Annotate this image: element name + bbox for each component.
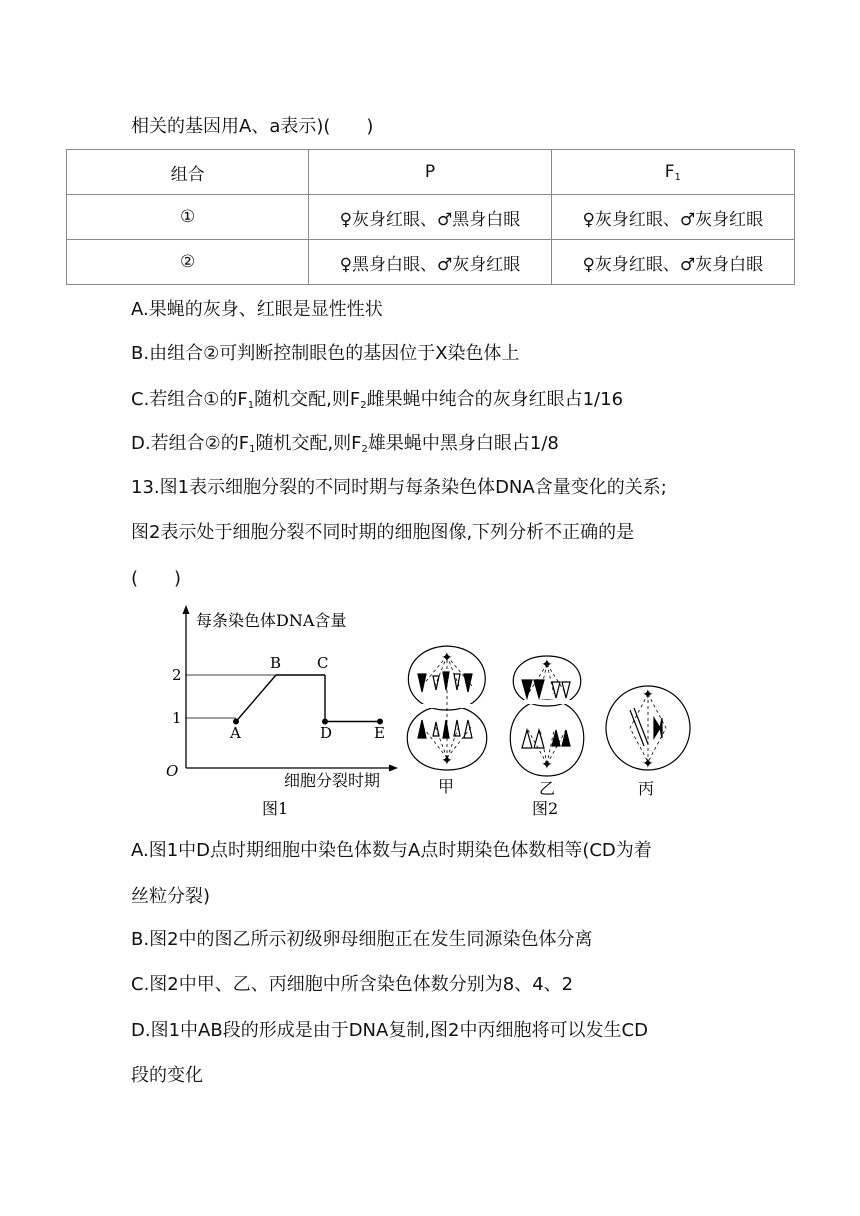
table-row bbox=[67, 195, 795, 240]
graph-y-label: 每条染色体DNA含量 bbox=[196, 611, 347, 630]
graph-segment bbox=[236, 675, 276, 722]
q12-option-a: A.果蝇的灰身、红眼是显性性状 bbox=[131, 299, 383, 320]
chromosome-icon bbox=[443, 720, 449, 738]
row-f1: ♀灰身红眼、♂灰身白眼 bbox=[551, 240, 794, 285]
chromosome-icon bbox=[534, 730, 544, 748]
fig1-caption: 图1 bbox=[262, 799, 289, 818]
centrosome-icon: ✦ bbox=[541, 757, 553, 773]
y-axis-arrow-icon bbox=[183, 605, 190, 614]
x-axis-arrow-icon bbox=[389, 765, 398, 772]
chromosome-icon bbox=[660, 718, 662, 738]
chromosome-icon bbox=[522, 730, 532, 748]
table-header-row bbox=[67, 150, 795, 195]
cell-label-bing: 丙 bbox=[638, 779, 655, 798]
row-parents: ♀灰身红眼、♂黑身白眼 bbox=[309, 195, 551, 240]
cell-label-yi: 乙 bbox=[539, 779, 556, 798]
chromosome-icon bbox=[522, 680, 532, 698]
centrosome-icon: ✦ bbox=[642, 687, 654, 703]
chromosome-icon bbox=[464, 720, 472, 738]
chromosome-icon bbox=[443, 672, 449, 690]
point-label-c: C bbox=[317, 654, 329, 672]
q13-stem-line3: ( ) bbox=[131, 568, 182, 589]
cell-yi bbox=[510, 656, 584, 818]
centrosome-icon: ✦ bbox=[642, 756, 654, 772]
chromosome-icon bbox=[433, 676, 439, 690]
cell-bing bbox=[606, 686, 690, 798]
chromosome-icon bbox=[562, 730, 570, 746]
y-tick-1: 1 bbox=[172, 709, 182, 727]
q13-option-d-line2: 段的变化 bbox=[131, 1065, 203, 1086]
table-row bbox=[67, 240, 795, 285]
q12-option-b: B.由组合②可判断控制眼色的基因位于X染色体上 bbox=[131, 343, 520, 364]
point-label-e: E bbox=[374, 724, 385, 742]
header-combination: 组合 bbox=[67, 150, 309, 195]
row-id: ① bbox=[67, 195, 309, 240]
graph-series bbox=[233, 675, 383, 725]
q13-option-b: B.图2中的图乙所示初级卵母细胞正在发生同源染色体分离 bbox=[131, 929, 593, 950]
dna-content-graph bbox=[166, 605, 398, 818]
q13-option-a-line1: A.图1中D点时期细胞中染色体数与A点时期染色体数相等(CD为着 bbox=[131, 840, 652, 861]
fig2-caption: 图2 bbox=[532, 799, 559, 818]
point-label-a: A bbox=[230, 724, 241, 742]
chromosome-icon bbox=[654, 718, 660, 738]
row-parents: ♀黑身白眼、♂灰身红眼 bbox=[309, 240, 551, 285]
q13-option-d-line1: D.图1中AB段的形成是由于DNA复制,图2中丙细胞将可以发生CD bbox=[131, 1020, 648, 1041]
q13-stem-line2: 图2表示处于细胞分裂不同时期的细胞图像,下列分析不正确的是 bbox=[131, 522, 635, 543]
centrosome-icon: ✦ bbox=[441, 650, 453, 666]
graph-x-label: 细胞分裂时期 bbox=[284, 771, 381, 790]
q13-figure bbox=[160, 602, 700, 827]
question-intro-line: 相关的基因用A、a表示)( ) bbox=[131, 116, 374, 137]
q13-stem-line1: 13.图1表示细胞分裂的不同时期与每条染色体DNA含量变化的关系; bbox=[131, 477, 667, 498]
q12-option-d: D.若组合②的$F_1$随机交配,则$F_2$雄果蝇中黑身白眼占1/8 bbox=[131, 433, 559, 455]
row-f1: ♀灰身红眼、♂灰身红眼 bbox=[551, 195, 794, 240]
row-id: ② bbox=[67, 240, 309, 285]
chromosome-icon bbox=[534, 680, 544, 698]
centrosome-icon: ✦ bbox=[541, 657, 553, 673]
point-label-d: D bbox=[320, 724, 333, 742]
header-parents: P bbox=[309, 150, 551, 195]
point-label-b: B bbox=[270, 654, 282, 672]
q12-option-c: C.若组合①的$F_1$随机交配,则$F_2$雌果蝇中纯合的灰身红眼占1/16 bbox=[131, 389, 624, 411]
q13-option-a-line2: 丝粒分裂) bbox=[131, 886, 211, 907]
cell-jia bbox=[407, 637, 487, 796]
centrosome-icon: ✦ bbox=[441, 753, 453, 769]
origin-label: O bbox=[166, 762, 179, 780]
q13-option-c: C.图2中甲、乙、丙细胞中所含染色体数分别为8、4、2 bbox=[131, 974, 574, 995]
y-tick-2: 2 bbox=[172, 666, 182, 684]
chromosome-icon bbox=[454, 720, 460, 736]
chromosome-icon bbox=[630, 708, 648, 746]
cell-label-jia: 甲 bbox=[438, 777, 455, 796]
header-f1: $F_1$ bbox=[551, 150, 794, 195]
genetics-cross-table bbox=[66, 149, 795, 285]
chromosome-icon bbox=[454, 674, 460, 690]
chromosome-icon bbox=[418, 674, 426, 692]
chromosome-icon bbox=[464, 674, 472, 692]
